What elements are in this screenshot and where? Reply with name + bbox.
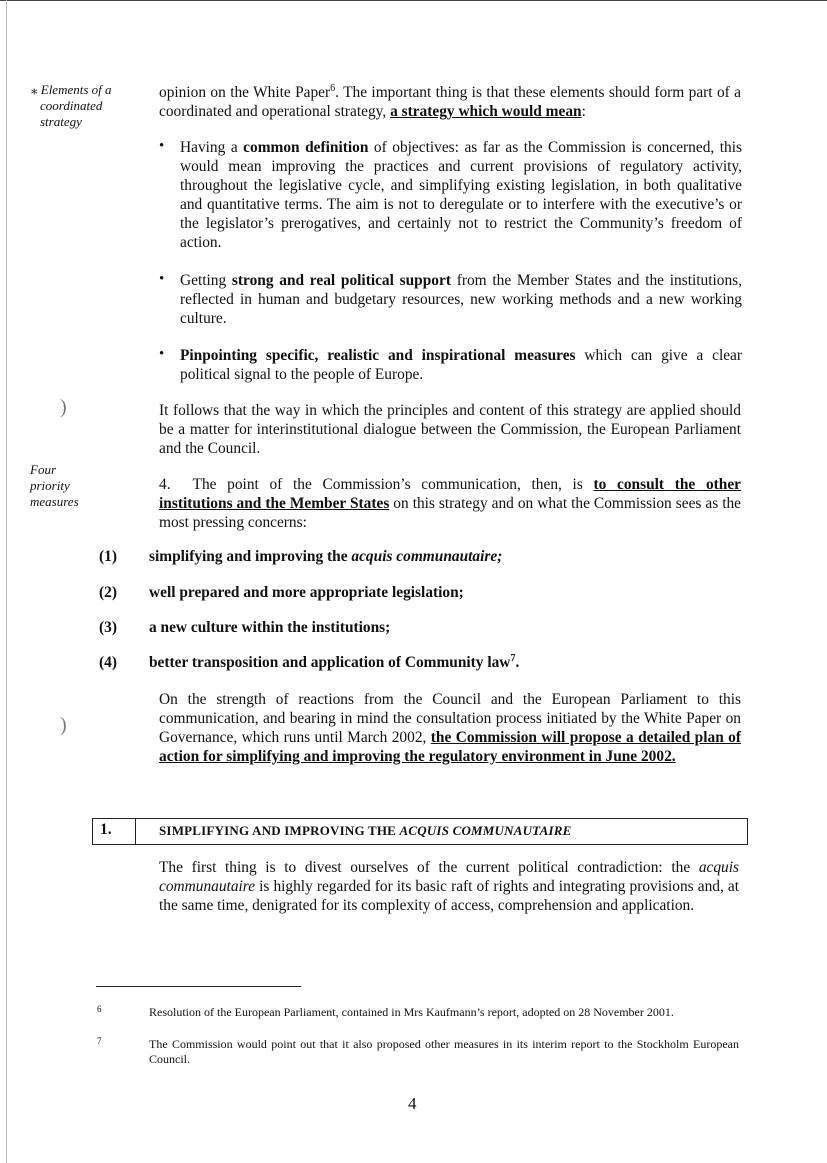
bullet-marker: • (159, 271, 165, 287)
text-run: better transposition and application of Community law (149, 654, 511, 671)
text-run: Having a (180, 139, 244, 156)
first-paragraph (159, 858, 739, 915)
text-run: is highly regarded for its basic raft of rights and integrating provisions and, at the same time, denigrated for its complexity of access, comprehension and application. (159, 878, 739, 914)
text-run: . (515, 654, 520, 671)
section-title (159, 823, 571, 839)
margin-note-line: strategy (40, 114, 82, 129)
italic-text: ACQUIS COMMUNAUTAIRE (399, 823, 572, 838)
text-run: : (581, 103, 586, 120)
left-border-line (6, 0, 7, 1163)
text-run: which can give a clear political signal to the people of Europe. (180, 347, 743, 383)
underlined-text: a strategy which would mean (390, 103, 582, 120)
margin-paren: ) (60, 714, 67, 736)
top-border-line (0, 0, 827, 1)
footnote-separator (96, 986, 301, 987)
margin-note-line: Four (30, 462, 56, 477)
margin-note-mark: ⁎ (31, 82, 38, 97)
bullet-item-political-support (180, 271, 742, 328)
footnote-7: The Commission would point out that it also proposed other measures in its interim report to the Stockholm European Council. (149, 1037, 739, 1066)
list-item-culture: a new culture within the institutions; (149, 619, 391, 636)
list-item-legislation: well prepared and more appropriate legislation; (149, 584, 464, 601)
footnote-6: Resolution of the European Parliament, contained in Mrs Kaufmann’s report, adopted on 28 November 2001. (149, 1005, 674, 1019)
footnote-ref: 6 (330, 82, 336, 94)
text-run: opinion on the White Paper (159, 84, 331, 101)
text-run: Getting (180, 272, 232, 289)
text-run: The first thing is to divest ourselves of the current political contradiction: the (159, 859, 699, 876)
text-run: of objectives: as far as the Commission is concerned, this would mean improving the practices and current provisions of regulatory activity, throughout the legislative cycle, and simplifying existing legislation, in both qualitative and quantitative terms. The aim is not to deregulate or to interfere with the executive’s or the legislator’s prerogatives, and certainly not to restrict the Community’s freedom of action. (180, 139, 742, 251)
list-number: (1) (99, 548, 117, 565)
italic-text: acquis communautaire (159, 859, 739, 895)
bullet-item-pinpointing (180, 346, 742, 384)
point-4-paragraph (159, 475, 741, 532)
italic-text: acquis communautaire; (351, 548, 503, 565)
margin-paren: ) (60, 396, 67, 418)
follows-paragraph: It follows that the way in which the principles and content of this strategy are applied should be a matter for interinstitutional dialogue between the Commission, the European Parliament and the Council. (159, 402, 741, 457)
intro-paragraph (159, 83, 741, 121)
heading-divider (135, 819, 136, 844)
underlined-text: the Commission will propose a detailed plan of action for simplifying and improving the regulatory environment in June 2002. (159, 729, 741, 765)
text-run: . The important thing is that these elements should form part of a coordinated and operational strategy, (159, 84, 741, 120)
text-run: The point of the Commission’s communication, then, is (192, 476, 594, 493)
text-run: simplifying and improving the (149, 548, 352, 565)
section-heading-1 (92, 818, 748, 845)
footnote-ref: 7 (510, 652, 516, 664)
margin-note-line: measures (30, 494, 79, 509)
text-run: from the Member States and the institutions, reflected in human and budgetary resources, new working methods and a new working culture. (180, 272, 743, 327)
bullet-item-common-definition (180, 138, 742, 252)
list-number: (4) (99, 654, 117, 671)
margin-note-four-priority (30, 462, 79, 510)
bullet-marker: • (159, 346, 165, 362)
section-number: 1. (100, 821, 112, 838)
margin-note-line: priority (30, 478, 70, 493)
text-run: On the strength of reactions from the Council and the European Parliament to this communication, and bearing in mind the consultation process initiated by the White Paper on Governance, which runs until March 2002, (159, 691, 741, 746)
margin-note-line: coordinated (40, 98, 103, 113)
bold-text: Pinpointing specific, realistic and inspirational measures (180, 347, 576, 364)
text-run: SIMPLIFYING AND IMPROVING THE (159, 823, 400, 838)
underlined-text: to consult the other institutions and the Member States (159, 476, 741, 512)
bold-text: strong and real political support (231, 272, 451, 289)
text-run: on this strategy and on what the Commission sees as the most pressing concerns: (159, 495, 741, 531)
bold-text: common definition (243, 139, 369, 156)
footnote-mark: 7 (97, 1036, 102, 1046)
list-item-simplifying (149, 548, 502, 566)
margin-note-elements (31, 82, 112, 130)
bullet-marker: • (159, 138, 165, 154)
paragraph-number: 4. (159, 476, 171, 493)
page-number: 4 (408, 1094, 417, 1113)
footnote-mark: 6 (97, 1004, 102, 1014)
list-number: (2) (99, 584, 117, 601)
list-item-transposition (149, 654, 519, 672)
margin-note-line: Elements of a (40, 82, 112, 97)
strength-paragraph (159, 690, 741, 766)
list-number: (3) (99, 619, 117, 636)
